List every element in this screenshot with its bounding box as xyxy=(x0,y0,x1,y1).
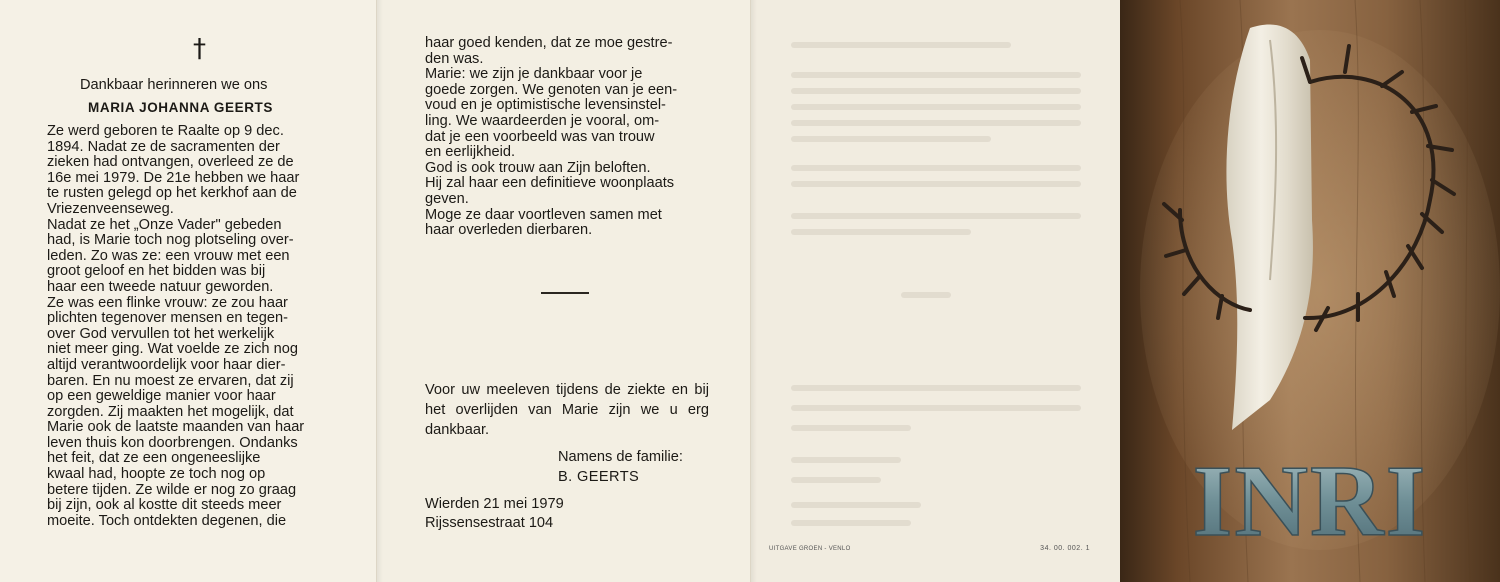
text-line: leden. Zo was ze: een vrouw met een xyxy=(47,247,290,264)
text-line: kwaal had, hoopte ze toch nog op xyxy=(47,466,266,483)
cover-artwork xyxy=(1120,0,1500,582)
show-through-line xyxy=(791,181,1081,187)
fold-shadow xyxy=(751,0,757,582)
divider xyxy=(541,292,589,294)
text-line: leven thuis kon doorbrengen. Ondanks xyxy=(47,434,298,451)
inri-inscription: INRI xyxy=(1192,445,1428,558)
text-line: baren. En nu moest ze ervaren, dat zij xyxy=(47,372,294,389)
text-line: plichten tegenover mensen en tegen- xyxy=(47,310,288,327)
signature-label: Namens de familie: xyxy=(558,449,683,465)
text-line: had, is Marie toch nog plotseling over- xyxy=(47,232,294,249)
publisher-imprint: UITGAVE GROEN - VENLO xyxy=(769,546,851,552)
text-line: haar een tweede natuur geworden. xyxy=(47,278,274,295)
card-panel-back xyxy=(750,0,1120,582)
thanks-text: Voor uw meeleven tijdens de ziekte en bij het overlijden van Marie zijn we u erg dankbaar. xyxy=(425,382,709,438)
text-line: Marie: we zijn je dankbaar voor je xyxy=(425,66,643,83)
text-line: niet meer ging. Wat voelde ze zich nog xyxy=(47,341,298,358)
address: Rijssensestraat 104 xyxy=(425,515,554,531)
text-line: altijd verantwoordelijk voor haar dier- xyxy=(47,356,286,373)
show-through-line xyxy=(791,385,1081,391)
text-line: Ze werd geboren te Raalte op 9 dec. xyxy=(47,123,284,139)
show-through-line xyxy=(791,120,1081,126)
text-line: goede zorgen. We genoten van je een- xyxy=(425,81,678,98)
text-line: bij zijn, ook al kostte dit steeds meer xyxy=(47,497,282,514)
text-line: 16e mei 1979. De 21e hebben we haar xyxy=(47,169,300,186)
show-through-line xyxy=(791,104,1081,110)
card-panel-middle xyxy=(376,0,750,582)
show-through-line xyxy=(791,213,1081,219)
text-line: voud en je optimistische levensinstel- xyxy=(425,97,666,114)
text-line: Hij zal haar een definitieve woonplaats xyxy=(425,175,675,192)
memorial-text-part2 xyxy=(425,36,707,239)
fold-shadow xyxy=(377,0,383,582)
text-line: ling. We waardeerden je vooral, om- xyxy=(425,112,660,129)
text-line: Nadat ze het „Onze Vader" gebeden xyxy=(47,216,282,233)
text-line: groot geloof en het bidden was bij xyxy=(47,263,266,280)
show-through-line xyxy=(791,457,901,463)
signature-name: B. GEERTS xyxy=(558,469,640,485)
cross-icon: † xyxy=(193,34,206,64)
text-line: den was. xyxy=(425,50,484,67)
text-line: Marie ook de laatste maanden van haar xyxy=(47,419,305,436)
show-through-line xyxy=(791,165,1081,171)
text-line: Moge ze daar voortleven samen met xyxy=(425,206,662,223)
text-line: Vriezenveenseweg. xyxy=(47,200,174,217)
text-line: Ze was een flinke vrouw: ze zou haar xyxy=(47,294,288,311)
text-line: moeite. Toch ontdekten degenen, die xyxy=(47,512,287,529)
text-line: en eerlijkheid. xyxy=(425,144,516,161)
text-line: betere tijden. Ze wilde er nog zo graag xyxy=(47,481,297,498)
text-line: dat je een voorbeeld was van trouw xyxy=(425,128,655,145)
text-line: op een geweldige manier voor haar xyxy=(47,388,276,405)
show-through-line xyxy=(791,136,991,142)
cover-illustration xyxy=(1120,0,1500,582)
text-line: God is ook trouw aan Zijn beloften. xyxy=(425,159,651,176)
text-line: geven. xyxy=(425,190,469,207)
text-line: te rusten gelegd op het kerkhof aan de xyxy=(47,185,297,202)
show-through-line xyxy=(791,42,1011,48)
show-through-line xyxy=(791,72,1081,78)
show-through-line xyxy=(791,405,1081,411)
text-line: haar goed kenden, dat ze moe gestre- xyxy=(425,35,673,51)
deceased-name: MARIA JOHANNA GEERTS xyxy=(88,100,274,115)
show-through-line xyxy=(791,88,1081,94)
text-line: haar overleden dierbaren. xyxy=(425,222,593,239)
print-code: 34. 00. 002. 1 xyxy=(1040,545,1090,552)
text-line: zieken had ontvangen, overleed ze de xyxy=(47,154,294,171)
place-date: Wierden 21 mei 1979 xyxy=(425,496,564,512)
memorial-text-part1 xyxy=(47,124,328,529)
text-line: 1894. Nadat ze de sacramenten der xyxy=(47,138,280,155)
show-through-line xyxy=(791,520,911,526)
intro-line: Dankbaar herinneren we ons xyxy=(80,77,268,93)
card-panel-left xyxy=(0,0,376,582)
show-through-line xyxy=(791,502,921,508)
show-through-line xyxy=(901,292,951,298)
text-line: over God vervullen tot het werkelijk xyxy=(47,325,275,342)
show-through-line xyxy=(791,425,911,431)
show-through-line xyxy=(791,229,971,235)
show-through-line xyxy=(791,477,881,483)
text-line: zorgden. Zij maakten het mogelijk, dat xyxy=(47,403,294,420)
text-line: het feit, dat ze een ongeneeslijke xyxy=(47,450,261,467)
